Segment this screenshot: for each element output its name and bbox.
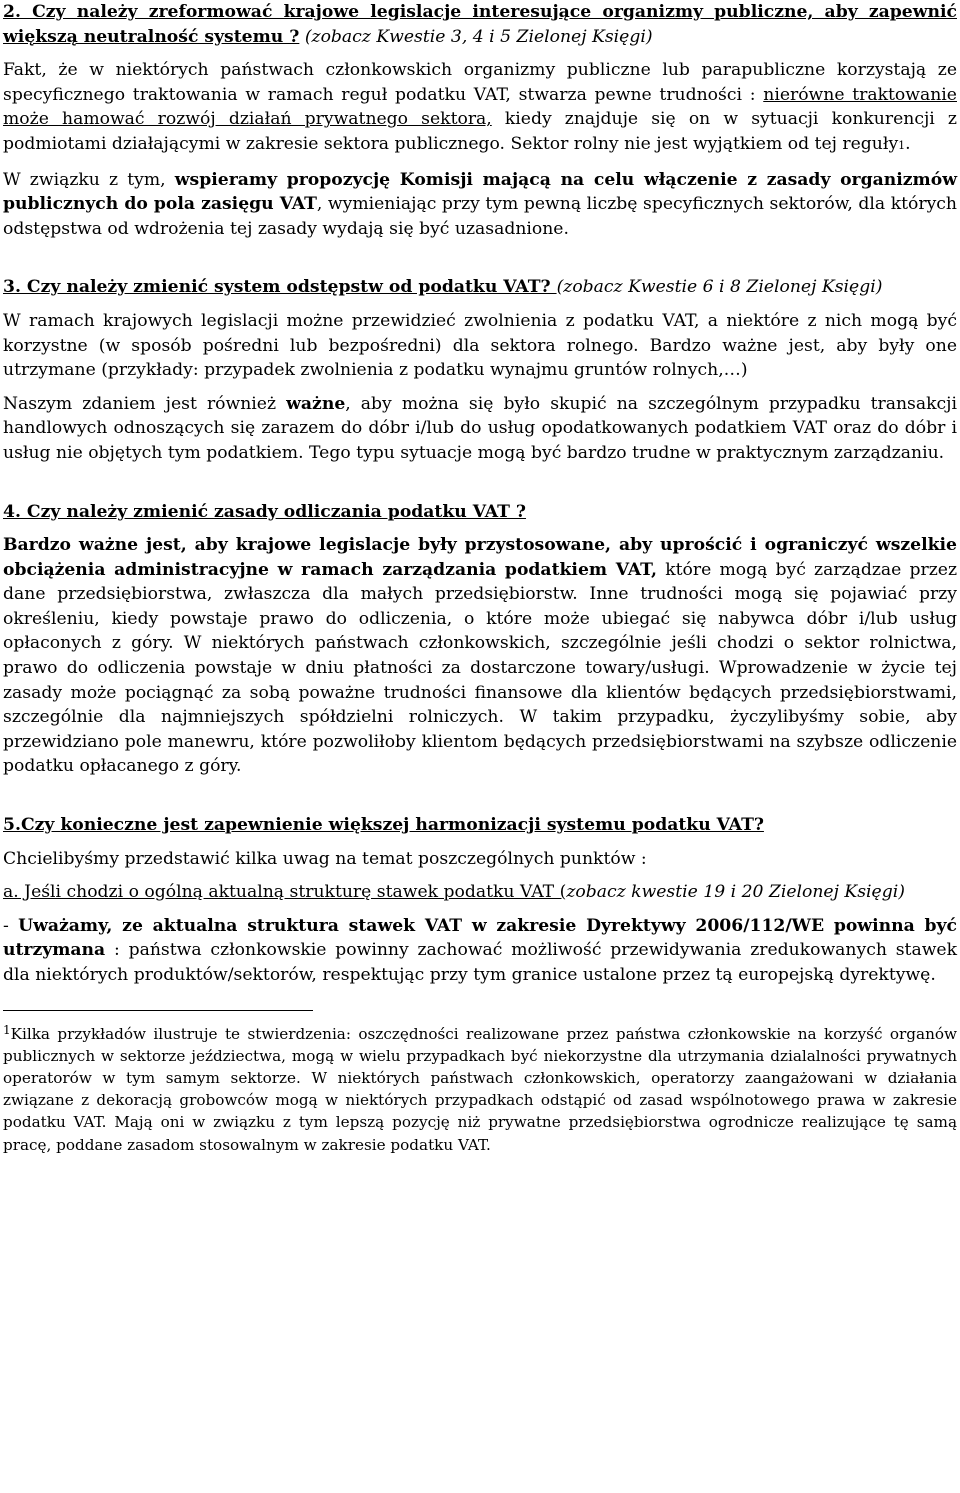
section-5-dash-text: : państwa członkowskie powinny zachować możliwość przewidywania zredukowanych stawek dla niektórych produktów/sektorów, respektując przy tym granice ustalone przez tą europejską dyrektywę. [3,940,957,985]
section-5-intro: Chcielibyśmy przedstawić kilka uwag na temat poszczególnych punktów : [3,848,647,869]
section-2-heading [3,0,957,49]
section-2-reference: (zobacz Kwestie 3, 4 i 5 Zielonej Księgi) [299,26,653,47]
footnote-number: 1 [3,1022,11,1037]
section-4-title: 4. Czy należy zmienić zasady odliczania podatku VAT ? [3,501,527,522]
section-3-p2-bold: ważne [286,393,346,414]
section-2-paragraph-2 [3,168,957,242]
section-5-a-reference: zobacz kwestie 19 i 20 Zielonej Księgi) [566,882,905,903]
footnote-1 [3,1019,957,1156]
section-5-dash: - [3,915,19,936]
section-5-dash-paragraph [3,914,957,988]
footnote-ref-1[interactable]: 1 [898,138,906,152]
section-3-heading [3,275,957,300]
section-2-p1-text-a: Fakt, że w niektórych państwach członkowskich organizmy publiczne lub parapubliczne korzystają ze specyficznego traktowania w ramach reguł podatku VAT, stwarza pewne trudności : [3,60,957,105]
section-5-dash-bold: Uważamy, ze aktualna struktura stawek VAT w zakresie Dyrektywy 2006/112/WE powinna być utrzymana [3,915,957,961]
section-3-p2-text-c: , aby można się było skupić na szczególnym przypadku transakcji handlowych odnoszących się zarazem do dóbr i/lub do usług opodatkowanych podatkiem VAT oraz do dóbr i usług nie objętych tym podatkiem. Tego typu sytuacje mogą być bardzo trudne w praktycznym zarządzaniu. [3,393,957,463]
section-2-p1-underlined: nierówne traktowanie może hamować rozwój działań prywatnego sektora, [3,84,957,130]
section-4-p1-bold: Bardzo ważne jest, aby krajowe legislacje były przystosowane, aby uprościć i ograniczyć wszelkie obciążenia administracyjne w ramach zarządzania podatkiem VAT, [3,535,957,580]
section-4-paragraph-1 [3,533,957,779]
section-2-paragraph-1 [3,58,957,158]
document-page [3,0,957,1156]
section-5-title: 5.Czy konieczne jest zapewnienie większej harmonizacji systemu podatku VAT? [3,815,764,836]
section-5-a-underlined: a. Jeśli chodzi o ogólną aktualną strukturę stawek podatku VAT ( [3,882,567,903]
section-5-subpoint-a [3,880,957,905]
section-2-p2-bold: wspieramy propozycję Komisji mającą na celu włączenie z zasady organizmów publicznych do pola zasięgu VAT [3,169,958,215]
section-4-p1-text: które mogą być zarządzae przez dane przedsiębiorstwa, zwłaszcza dla małych przedsiębiorstw. Inne trudności mogą się pojawiać przy określeniu, kiedy powstaje prawo do odliczenia, o które może ubiegać się nabywca dóbr i/lub usług opłaconych z góry. W niektórych państwach członkowskich, szczególnie jeśli chodzi o sektor rolnictwa, prawo do odliczenia powstaje w dniu płatności za dostarczone towary/usługi. Wprowadzenie w życie tej zasady może pociągnąć za sobą poważne trudności finansowe dla klientów będących przedsiębiorstwami, szczególnie dla najmniejszych spółdzielni rolniczych. W takim przypadku, życzylibyśmy sobie, aby przewidziano pole manewru, które pozwoliłoby klientom będących przedsiębiorstwami na szybsze odliczenie podatku opłacanego z góry. [3,559,957,777]
section-2-p1-end: . [905,133,911,154]
section-2-title: 2. Czy należy zreformować krajowe legislacje interesujące organizmy publiczne, aby zapewnić większą neutralność systemu ? [3,2,957,47]
section-3-paragraph-1: W ramach krajowych legislacji możne przewidzieć zwolnienia z podatku VAT, a niektóre z nich mogą być korzystne (w sposób pośredni lub bezpośredni) dla sektora rolnego. Bardzo ważne jest, aby były one utrzymane (przykłady: przypadek zwolnienia z podatku wynajmu gruntów rolnych,…) [3,310,957,381]
section-3-p2-text-a: Naszym zdaniem jest również [3,393,287,414]
section-3-title: 3. Czy należy zmienić system odstępstw od podatku VAT? [3,277,557,298]
section-4-heading [3,500,957,525]
section-2-p2-text-c: , wymieniając przy tym pewną liczbę specyficznych sektorów, dla których odstępstwa od wdrożenia tej zasady wydają się być uzasadnione. [3,194,957,239]
footnote-text: Kilka przykładów ilustruje te stwierdzenia: oszczędności realizowane przez państwa członkowskie na korzyść organów publicznych w sektorze jeździectwa, mogą w wielu przypadkach być niekorzystne dla utrzymania dzialalności prywatnych operatorów w tym samym sektorze. W niektórych państwach członkowskich, operatorzy zaangażowani w działania związane z dekoracją grobowców mogą w niektórych przypadkach odstąpić od zasad wspólnotowego prawa w zakresie podatku VAT. Mają oni w związku z tym lepszą pozycję niż prywatne przedsiębiorstwa ogrodnicze realizujące tę samą pracę, poddane zasadom stosowalnym w zakresie podatku VAT. [3,1024,957,1154]
section-5-heading [3,813,957,838]
footnote-separator [3,1010,313,1011]
section-2-p1-text-b: kiedy znajduje się on w sytuacji konkurencji z podmiotami działającymi w zakresie sektora publicznego. Sektor rolny nie jest wyjątkiem od tej reguły [3,109,957,154]
section-3-paragraph-2 [3,392,957,466]
section-3-reference: (zobacz Kwestie 6 i 8 Zielonej Księgi) [556,277,883,298]
section-2-p2-text-a: W związku z tym, [3,169,175,190]
